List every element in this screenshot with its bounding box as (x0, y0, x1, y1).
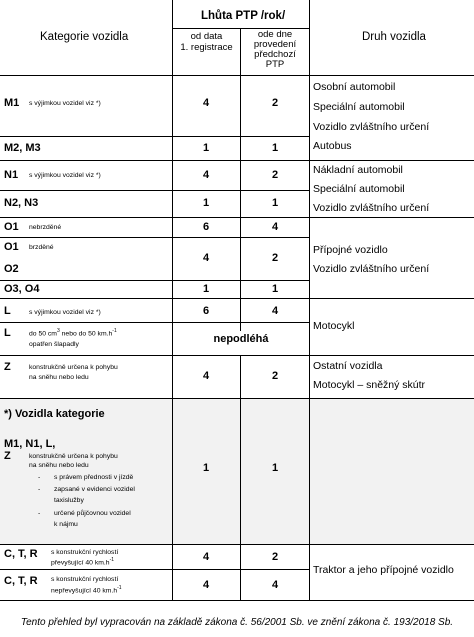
row-z-note-line2: na sněhu nebo ledu (29, 374, 89, 381)
bullet-dash: - (38, 510, 41, 517)
ctr1-code: C, T, R (4, 548, 38, 560)
ctr2-note-sup: -1 (117, 585, 122, 591)
druh-nakladni: Nákladní automobil (313, 164, 403, 176)
row-n2n3-code: N2, N3 (4, 197, 39, 209)
row-l2-note-a: do 50 cm (29, 330, 57, 338)
row-l2-note (29, 329, 117, 338)
header-ode-dne (241, 30, 309, 70)
special-bullet-3-line2: k nájmu (54, 521, 78, 528)
row-l1-v2: 4 (271, 305, 279, 317)
row-m1-v1: 4 (202, 97, 210, 109)
ctr1-v2: 2 (271, 551, 279, 563)
druh-m1-group (313, 81, 429, 141)
druh-traktor: Traktor a jeho přípojné vozidlo (313, 564, 454, 576)
row-m2m3-v2: 1 (271, 142, 279, 154)
ctr2-note-b: nepřevyšující 40 km.h (51, 587, 118, 595)
druh-z-group (313, 360, 425, 398)
druh-osobni: Osobní automobil (313, 81, 396, 93)
row-n1-v2: 2 (271, 169, 279, 181)
druh-pripojne: Přípojné vozidlo (313, 244, 388, 256)
row-o1a-v1: 6 (202, 221, 210, 233)
druh-n-group (313, 164, 429, 221)
row-n1-note: s výjimkou vozidel viz *) (29, 172, 101, 179)
footer-note: Tento přehled byl vypracován na základě zákona č. 56/2001 Sb. ve znění zákona č. 193/2018 Sb. (20, 617, 454, 628)
row-o1b-code: O1 (4, 241, 19, 253)
druh-snezny-skutr: Motocykl – sněžný skútr (313, 379, 426, 391)
row-o1a-note: nebrzděné (29, 224, 62, 231)
row-m1-v2: 2 (271, 97, 279, 109)
ctr2-note-b-wrap (51, 586, 122, 595)
ctr2-code: C, T, R (4, 575, 38, 587)
druh-zvlastni: Vozidlo zvláštního určení (313, 121, 430, 133)
ctr1-note-sup: -1 (109, 557, 115, 563)
row-l2-note-sup2: -1 (112, 328, 117, 334)
row-n1-code: N1 (4, 169, 19, 181)
row-z-v1: 4 (202, 370, 210, 382)
bullet-dash: - (38, 474, 41, 481)
row-n2n3-v2: 1 (271, 197, 279, 209)
row-m1-note: s výjimkou vozidel viz *) (29, 100, 101, 107)
row-l2-note-b: nebo do 50 km.h (59, 330, 113, 338)
row-o3o4-code: O3, O4 (4, 283, 40, 295)
header-ode-dne-line4: PTP (265, 58, 285, 70)
row-n2n3-v1: 1 (202, 197, 210, 209)
druh-ostatni: Ostatní vozidla (313, 360, 383, 372)
special-codes: M1, N1, L, (4, 438, 56, 450)
row-n1-v1: 4 (202, 169, 210, 181)
row-l2-note-line2: opatřen šlapadly (29, 341, 79, 348)
ctr2-v1: 4 (202, 579, 210, 591)
druh-motocykl: Motocykl (313, 320, 355, 332)
row-m2m3-code: M2, M3 (4, 142, 41, 154)
row-m1-code: M1 (4, 97, 20, 109)
druh-specialni: Speciální automobil (313, 101, 405, 113)
row-z-note-line1: konstrukčně určena k pohybu (29, 364, 118, 371)
ctr1-v1: 4 (202, 551, 210, 563)
row-o1a-v2: 4 (271, 221, 279, 233)
bullet-dash: - (38, 486, 41, 493)
special-v1: 1 (202, 462, 210, 474)
ctr1-note-b-wrap (51, 558, 114, 567)
ctr2-note-a: s konstrukční rychlostí (51, 576, 119, 583)
row-l2-code: L (4, 327, 11, 339)
special-bullet-2-line2: taxislužby (54, 497, 84, 504)
special-v2: 1 (271, 462, 279, 474)
row-o1b-v1: 4 (202, 252, 210, 264)
header-lhuta: Lhůta PTP /rok/ (201, 10, 286, 22)
header-ode-dne-line3: předchozí (254, 48, 296, 60)
header-od-data-line1: od data (190, 31, 223, 42)
row-o3o4-v2: 1 (271, 283, 279, 295)
ctr1-note-a: s konstrukční rychlostí (51, 549, 119, 556)
row-l1-v1: 6 (202, 305, 210, 317)
row-z-code: Z (4, 361, 11, 373)
row-l1-note: s výjimkou vozidel viz *) (29, 309, 101, 316)
row-o3o4-v1: 1 (202, 283, 210, 295)
header-ode-dne-line2: provedení (253, 38, 297, 50)
row-o1a-code: O1 (4, 221, 19, 233)
row-l2-note-sup1: 3 (56, 328, 60, 334)
row-l2-merged: nepodléhá (213, 333, 269, 345)
row-l1-code: L (4, 305, 11, 317)
special-z-note-line1: konstrukčně určena k pohybu (29, 453, 118, 460)
header-ode-dne-line1: ode dne (257, 29, 293, 40)
header-od-data (173, 31, 240, 53)
row-o1b-v2: 2 (271, 252, 279, 264)
special-title: *) Vozidla kategorie (4, 408, 105, 420)
row-o2-code: O2 (4, 263, 19, 275)
header-kategorie: Kategorie vozidla (40, 31, 129, 43)
ctr1-note-b: převyšující 40 km.h (51, 559, 110, 567)
special-z-note-line2: na sněhu nebo ledu (29, 462, 89, 469)
druh-n-zvlastni: Vozidlo zvláštního určení (313, 202, 430, 214)
ctr2-v2: 4 (271, 579, 279, 591)
druh-autobus: Autobus (313, 140, 352, 152)
druh-n-specialni: Speciální automobil (313, 183, 405, 195)
druh-pripojne-group (313, 244, 429, 282)
row-o1b-note: brzděné (29, 244, 54, 251)
druh-pripojne-zvlastni: Vozidlo zvláštního určení (313, 263, 430, 275)
special-bullet-2-line1: zapsané v evidenci vozidel (54, 486, 135, 493)
header-druh: Druh vozidla (362, 31, 426, 43)
special-z-code: Z (4, 450, 11, 462)
row-z-v2: 2 (271, 370, 279, 382)
special-bullet-3-line1: určené půjčovnou vozidel (54, 510, 131, 517)
header-od-data-line2: 1. registrace (180, 42, 233, 53)
special-bullet-1-line1: s právem přednosti v jízdě (54, 474, 134, 481)
row-m2m3-v1: 1 (202, 142, 210, 154)
